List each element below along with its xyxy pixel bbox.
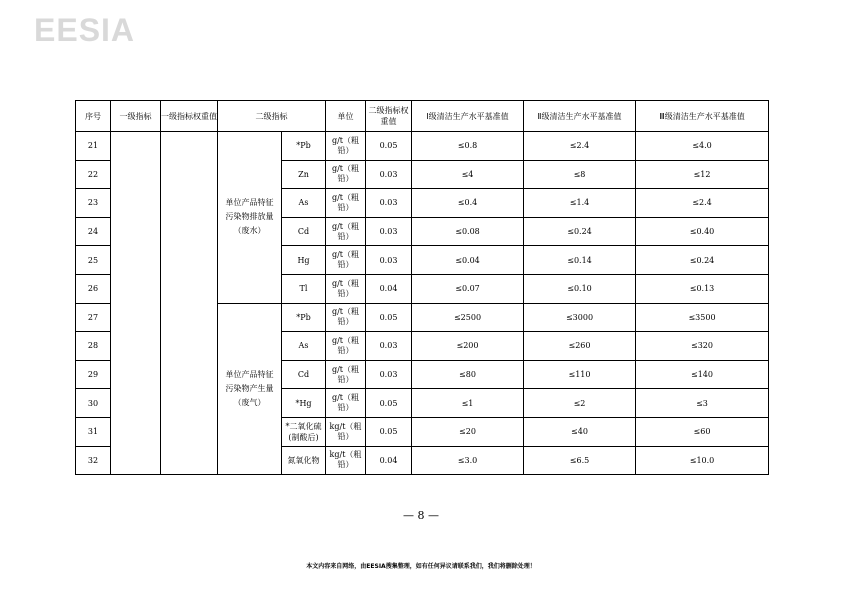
grade3-value: ≤10.0 xyxy=(636,446,769,475)
header-grade3: Ⅲ级清洁生产水平基准值 xyxy=(636,101,769,132)
grade2-value: ≤2 xyxy=(524,389,636,418)
indicator-table xyxy=(75,100,769,475)
grade1-value: ≤0.04 xyxy=(412,246,524,275)
grade2-value: ≤0.24 xyxy=(524,217,636,246)
grade3-value: ≤0.24 xyxy=(636,246,769,275)
weight-cell: 0.05 xyxy=(366,417,412,446)
grade2-value: ≤0.14 xyxy=(524,246,636,275)
grade2-value: ≤0.10 xyxy=(524,274,636,303)
weight-cell: 0.03 xyxy=(366,160,412,189)
grade1-value: ≤0.07 xyxy=(412,274,524,303)
grade1-value: ≤3.0 xyxy=(412,446,524,475)
header-level1-weight: 一级指标权重值 xyxy=(161,101,218,132)
weight-cell: 0.03 xyxy=(366,332,412,361)
weight-cell: 0.03 xyxy=(366,189,412,218)
grade2-value: ≤1.4 xyxy=(524,189,636,218)
grade1-value: ≤20 xyxy=(412,417,524,446)
row-number: 24 xyxy=(76,217,111,246)
grade3-value: ≤3 xyxy=(636,389,769,418)
row-number: 29 xyxy=(76,360,111,389)
grade3-value: ≤0.13 xyxy=(636,274,769,303)
pollutant-item: Cd xyxy=(282,217,326,246)
pollutant-item: *Pb xyxy=(282,132,326,161)
grade3-value: ≤12 xyxy=(636,160,769,189)
row-number: 31 xyxy=(76,417,111,446)
grade1-value: ≤80 xyxy=(412,360,524,389)
table-header-row xyxy=(76,101,769,132)
row-number: 26 xyxy=(76,274,111,303)
header-grade1: Ⅰ级清洁生产水平基准值 xyxy=(412,101,524,132)
weight-cell: 0.05 xyxy=(366,303,412,332)
pollutant-item: Zn xyxy=(282,160,326,189)
row-number: 25 xyxy=(76,246,111,275)
row-number: 21 xyxy=(76,132,111,161)
grade3-value: ≤2.4 xyxy=(636,189,769,218)
footer-disclaimer: 本文内容来自网络，由EESIA搜集整理，如有任何异议请联系我们，我们将删除处理！ xyxy=(306,563,536,570)
unit-cell: g/t（粗铅） xyxy=(326,274,366,303)
eesia-logo: EESIA xyxy=(34,12,136,48)
weight-cell: 0.05 xyxy=(366,389,412,418)
level1-weight-cell xyxy=(161,132,218,475)
weight-cell: 0.03 xyxy=(366,360,412,389)
weight-cell: 0.05 xyxy=(366,132,412,161)
pollutant-item: As xyxy=(282,189,326,218)
grade3-value: ≤4.0 xyxy=(636,132,769,161)
grade3-value: ≤60 xyxy=(636,417,769,446)
grade1-value: ≤0.08 xyxy=(412,217,524,246)
grade2-value: ≤110 xyxy=(524,360,636,389)
pollutant-item: 氮氧化物 xyxy=(282,446,326,475)
grade1-value: ≤0.4 xyxy=(412,189,524,218)
row-number: 22 xyxy=(76,160,111,189)
grade2-value: ≤6.5 xyxy=(524,446,636,475)
header-level2-weight: 二级指标权重值 xyxy=(366,101,412,132)
grade3-value: ≤3500 xyxy=(636,303,769,332)
weight-cell: 0.03 xyxy=(366,246,412,275)
header-seq: 序号 xyxy=(76,101,111,132)
row-number: 30 xyxy=(76,389,111,418)
grade2-value: ≤260 xyxy=(524,332,636,361)
grade3-value: ≤0.40 xyxy=(636,217,769,246)
level1-cell xyxy=(111,132,161,475)
unit-cell: g/t（粗铅） xyxy=(326,189,366,218)
level2-group-air: 单位产品特征污染物产生量（废气） xyxy=(218,303,282,475)
row-number: 28 xyxy=(76,332,111,361)
header-unit: 单位 xyxy=(326,101,366,132)
unit-cell: g/t（粗铅） xyxy=(326,217,366,246)
header-level2: 二级指标 xyxy=(218,101,326,132)
unit-cell: g/t（粗铅） xyxy=(326,332,366,361)
page-number: — 8 — xyxy=(403,509,439,522)
pollutant-item: *Pb xyxy=(282,303,326,332)
level2-group-water: 单位产品特征污染物排放量（废水） xyxy=(218,132,282,304)
grade2-value: ≤2.4 xyxy=(524,132,636,161)
pollutant-item: *Hg xyxy=(282,389,326,418)
pollutant-item: *二氧化硫(制酸后) xyxy=(282,417,326,446)
grade2-value: ≤40 xyxy=(524,417,636,446)
weight-cell: 0.03 xyxy=(366,217,412,246)
table-row xyxy=(76,132,769,161)
header-grade2: Ⅱ级清洁生产水平基准值 xyxy=(524,101,636,132)
grade2-value: ≤8 xyxy=(524,160,636,189)
grade1-value: ≤0.8 xyxy=(412,132,524,161)
row-number: 32 xyxy=(76,446,111,475)
unit-cell: g/t（粗铅） xyxy=(326,303,366,332)
unit-cell: g/t（粗铅） xyxy=(326,132,366,161)
pollutant-item: As xyxy=(282,332,326,361)
unit-cell: g/t（粗铅） xyxy=(326,246,366,275)
unit-cell: g/t（粗铅） xyxy=(326,389,366,418)
grade1-value: ≤2500 xyxy=(412,303,524,332)
grade1-value: ≤4 xyxy=(412,160,524,189)
row-number: 23 xyxy=(76,189,111,218)
row-number: 27 xyxy=(76,303,111,332)
pollutant-item: Tl xyxy=(282,274,326,303)
pollutant-item: Cd xyxy=(282,360,326,389)
grade1-value: ≤1 xyxy=(412,389,524,418)
unit-cell: g/t（粗铅） xyxy=(326,160,366,189)
header-level1: 一级指标 xyxy=(111,101,161,132)
unit-cell: kg/t（粗铅） xyxy=(326,417,366,446)
unit-cell: kg/t（粗铅） xyxy=(326,446,366,475)
grade1-value: ≤200 xyxy=(412,332,524,361)
grade3-value: ≤140 xyxy=(636,360,769,389)
weight-cell: 0.04 xyxy=(366,274,412,303)
grade2-value: ≤3000 xyxy=(524,303,636,332)
weight-cell: 0.04 xyxy=(366,446,412,475)
grade3-value: ≤320 xyxy=(636,332,769,361)
unit-cell: g/t（粗铅） xyxy=(326,360,366,389)
pollutant-item: Hg xyxy=(282,246,326,275)
